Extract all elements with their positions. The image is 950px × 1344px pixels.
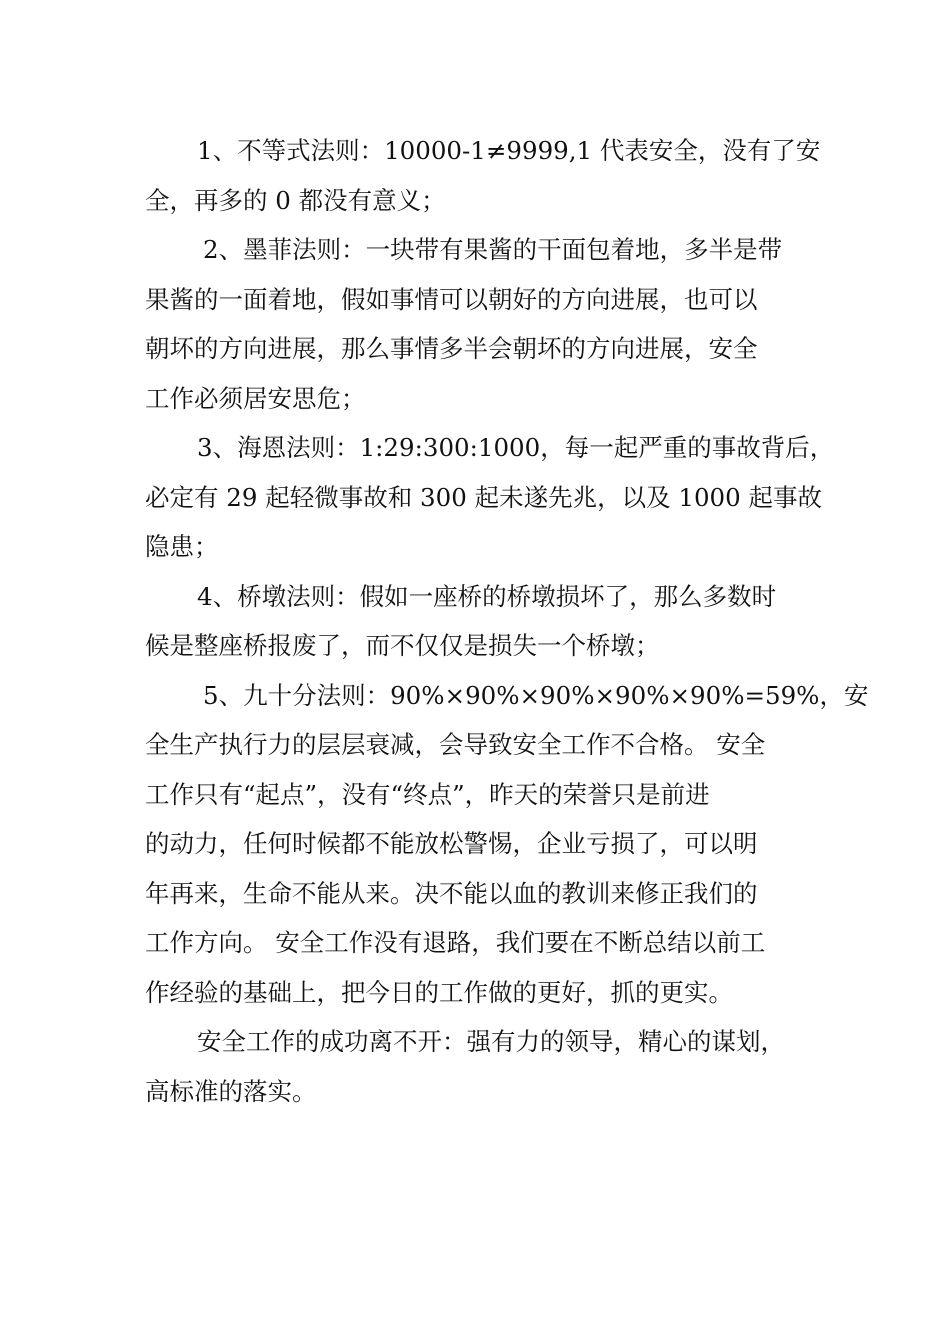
paragraph-line: 工作必须居安思危； [145, 383, 366, 413]
paragraph-line: 全生产执行力的层层衰减，会导致安全工作不合格。 安全 [145, 730, 766, 759]
paragraph-line: 高标准的落实。 [145, 1076, 317, 1106]
document-body [145, 126, 869, 1116]
paragraph-line: 必定有 29 起轻微事故和 300 起未遂先兆，以及 1000 起事故 [145, 482, 823, 512]
paragraph-line: 作经验的基础上，把今日的工作做的更好，抓的更实。 [145, 977, 733, 1007]
paragraph-line: 5、九十分法则：90%×90%×90%×90%×90%=59%，安 [203, 680, 869, 710]
paragraph-line: 全，再多的 0 都没有意义； [145, 185, 446, 215]
paragraph-line: 果酱的一面着地，假如事情可以朝好的方向进展，也可以 [145, 284, 758, 314]
paragraph-line: 安全工作的成功离不开：强有力的领导，精心的谋划， [197, 1027, 785, 1056]
paragraph-pier-rule [145, 572, 810, 671]
paragraph-inequality-rule [145, 126, 821, 225]
paragraph-line: 年再来，生命不能从来。决不能以血的教训来修正我们的 [145, 878, 758, 908]
paragraph-line: 2、墨菲法则：一块带有果酱的干面包着地，多半是带 [203, 235, 783, 264]
paragraph-line: 候是整座桥报废了，而不仅仅是损失一个桥墩； [145, 631, 660, 660]
paragraph-heinrich-rule [145, 423, 835, 572]
paragraph-line: 隐患； [145, 532, 219, 561]
paragraph-line: 的动力，任何时候都不能放松警惕，企业亏损了，可以明 [145, 829, 758, 858]
paragraph-line: 工作只有“起点”，没有“终点”，昨天的荣誉只是前进 [145, 779, 710, 809]
paragraph-line: 3、海恩法则：1:29:300:1000，每一起严重的事故背后， [197, 433, 835, 462]
paragraph-line: 1、不等式法则：10000-1≠9999,1 代表安全，没有了安 [197, 136, 821, 165]
paragraph-line: 4、桥墩法则：假如一座桥的桥墩损坏了，那么多数时 [197, 581, 777, 611]
paragraph-line: 朝坏的方向进展，那么事情多半会朝坏的方向进展，安全 [145, 334, 758, 363]
paragraph-ninety-rule [145, 671, 869, 1018]
paragraph-line: 工作方向。 安全工作没有退路，我们要在不断总结以前工 [145, 928, 766, 957]
paragraph-conclusion [145, 1017, 810, 1116]
paragraph-murphy-rule [145, 225, 810, 423]
